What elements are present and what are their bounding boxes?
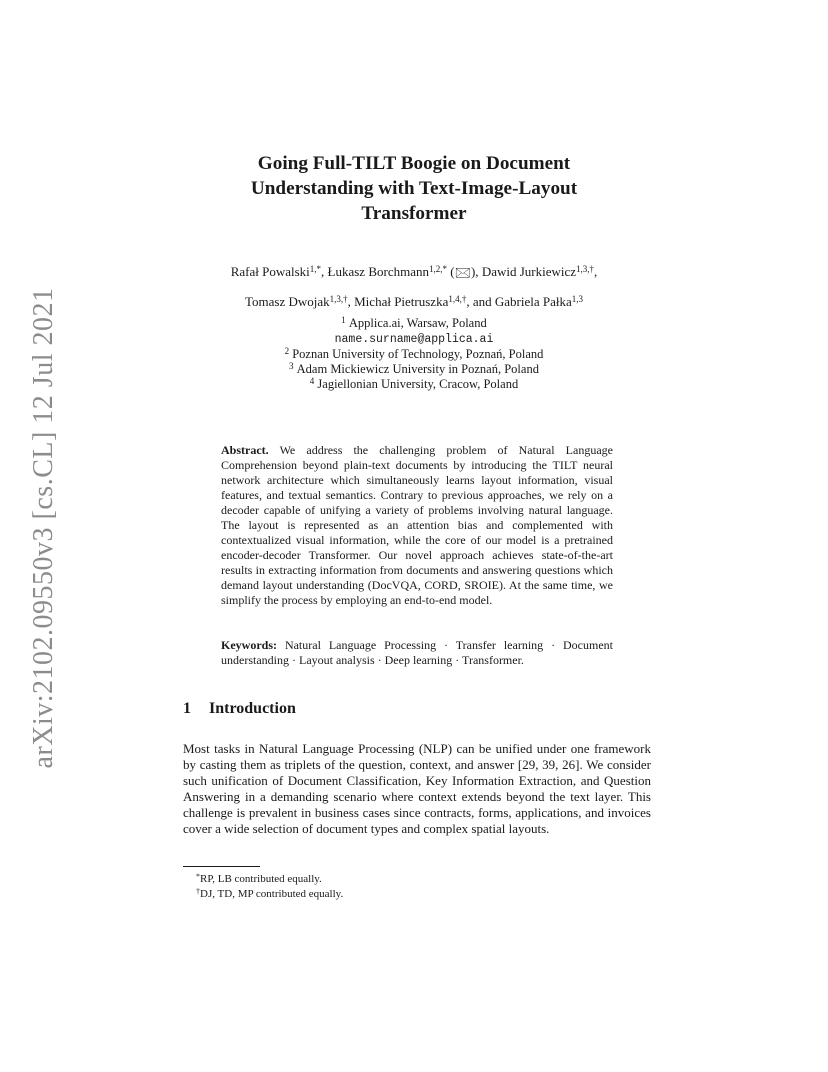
- arxiv-identifier: arXiv:2102.09550v3 [cs.CL] 12 Jul 2021: [28, 287, 59, 769]
- email-address: name.surname@applica.ai: [334, 333, 494, 346]
- affiliation-text: Poznan University of Technology, Poznań, Poland: [292, 347, 544, 361]
- affiliation-number: 4: [309, 376, 315, 386]
- author-line-2: Tomasz Dwojak$^{1,3,\dagger}$, Michał Pietruszka$^{1,4,\dagger}$, and Gabriela Pałka$^{1,3}$: [244, 294, 584, 309]
- section-number: 1: [183, 700, 191, 717]
- author-name: Gabriela Pałka: [494, 294, 572, 309]
- affiliation-number: 1: [341, 315, 346, 325]
- footnotes: [196, 872, 343, 902]
- footnote: [196, 887, 343, 902]
- title-line-3: Transformer: [361, 203, 467, 224]
- author-list: [0, 257, 828, 317]
- paper-title: [0, 151, 828, 226]
- author-name: Rafał Powalski: [230, 264, 310, 279]
- footnote-mark: *: [196, 872, 200, 881]
- author-affiliation-mark: 1,2,*: [428, 264, 447, 274]
- footnote-text: RP, LB contributed equally.: [200, 873, 322, 885]
- footnote: [196, 872, 343, 887]
- author-name: Łukasz Borchmann: [327, 264, 429, 279]
- abstract-text: We address the challenging problem of Natural Language Comprehension beyond plain-text documents by introducing the TILT neural network architecture which simultaneously learns layout information, visual features, and textual semantics. Contrary to previous approaches, we rely on a decoder capable of unifying a variety of problems involving natural language. The layout is represented as an attention bias and complemented with contextualized visual information, while the core of our model is a pretrained encoder-decoder Transformer. Our novel approach achieves state-of-the-art results in extracting information from documents and answering questions which demand layout understanding (DocVQA, CORD, SROIE). At the same time, we simplify the process by employing an end-to-end model.: [221, 443, 613, 607]
- affiliation-text: Applica.ai, Warsaw, Poland: [348, 316, 487, 330]
- abstract-label: Abstract.: [221, 443, 269, 457]
- author-affiliation-mark: 1,3: [571, 294, 584, 304]
- keywords-label: Keywords:: [221, 638, 277, 652]
- author-affiliation-mark: 1,3,†: [329, 294, 348, 304]
- author-name: Dawid Jurkiewicz: [481, 264, 577, 279]
- author-line-1: Rafał Powalski$^{1,*}$, Łukasz Borchmann$^{1,2,*}$ (🖂), Dawid Jurkiewicz$^{1,3,\dagger}$,: [230, 264, 598, 281]
- affiliation-item: [0, 316, 828, 331]
- author-affiliation-mark: 1,4,†: [448, 294, 467, 304]
- author-affiliation-mark: 1,3,†: [576, 264, 595, 274]
- envelope-icon: 🖂: [454, 266, 471, 281]
- affiliation-number: 3: [289, 361, 294, 371]
- title-line-1: Going Full-TILT Boogie on Document: [257, 153, 571, 174]
- author-name: Michał Pietruszka: [354, 294, 449, 309]
- affiliation-list: [0, 316, 828, 392]
- title-line-2: Understanding with Text-Image-Layout: [250, 178, 578, 199]
- footnote-text: DJ, TD, MP contributed equally.: [200, 888, 344, 900]
- author-conjunction: and: [472, 294, 492, 309]
- affiliation-number: 2: [284, 346, 290, 356]
- abstract: [221, 443, 613, 608]
- affiliation-email: [0, 331, 828, 347]
- footnote-divider: [183, 866, 260, 867]
- author-affiliation-mark: 1,*: [309, 264, 322, 274]
- intro-paragraph: Most tasks in Natural Language Processing (NLP) can be unified under one framework by casting them as triplets of the question, context, and answer [29, 39, 26]. We consider such unification of Document Classification, Key Information Extraction, and Question Answering in a demanding scenario where context extends beyond the text layer. This challenge is prevalent in business cases since contracts, forms, applications, and invoices cover a wide selection of document types and complex spatial layouts.: [183, 741, 651, 836]
- author-name: Tomasz Dwojak: [244, 294, 330, 309]
- section-title: Introduction: [209, 700, 296, 717]
- keywords: [221, 638, 613, 668]
- footnote-mark: †: [196, 887, 200, 896]
- affiliation-text: Adam Mickiewicz University in Poznań, Poland: [296, 362, 539, 376]
- affiliation-text: Jagiellonian University, Cracow, Poland: [317, 377, 519, 391]
- affiliation-item: [0, 362, 828, 377]
- section-heading: [183, 700, 296, 718]
- affiliation-item: [0, 347, 828, 362]
- affiliation-item: [0, 377, 828, 392]
- keywords-text: Natural Language Processing · Transfer learning · Document understanding · Layout analysis · Deep learning · Transformer.: [221, 638, 614, 667]
